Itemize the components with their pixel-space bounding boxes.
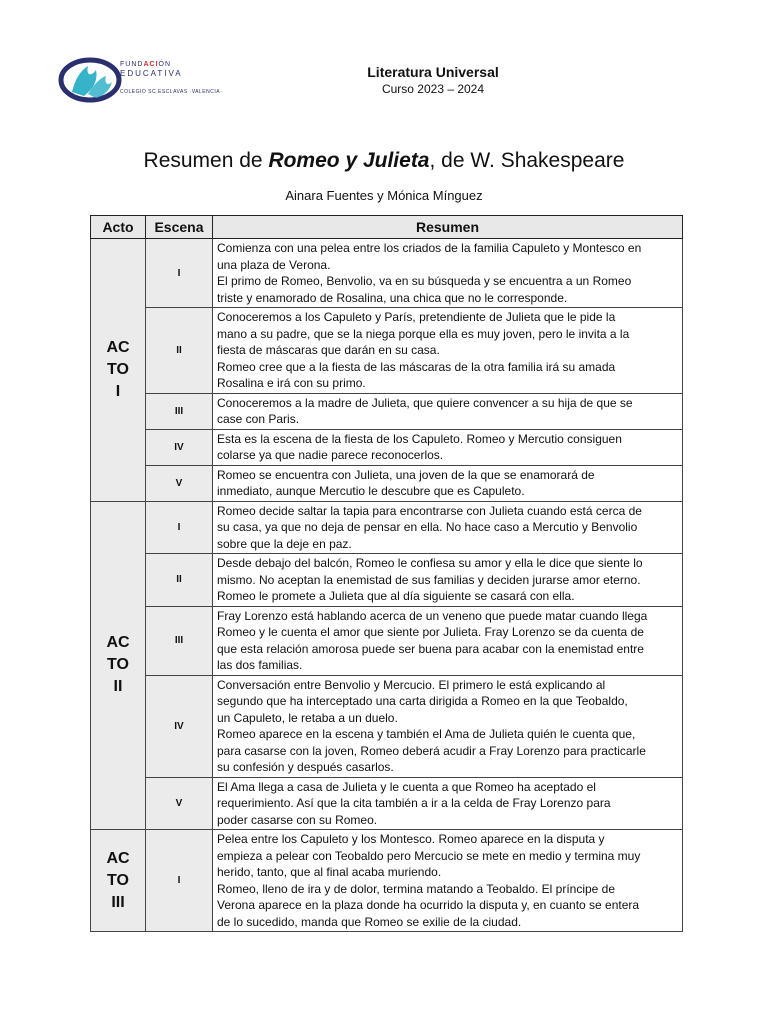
logo-line1-post: ÓN <box>158 61 172 68</box>
summary-line: inmediato, aunque Mercutio le descubre que es Capuleto. <box>217 484 525 498</box>
logo-line1-pre: FUND <box>120 61 144 68</box>
scene-number: I <box>146 830 213 932</box>
summary-line: case con Paris. <box>217 412 300 426</box>
title-pre: Resumen de <box>143 149 269 172</box>
scene-number: I <box>146 239 213 308</box>
summary-line: triste y enamorado de Rosalina, una chica que no le corresponde. <box>217 290 568 305</box>
logo-line1-accent: ACI <box>143 61 159 68</box>
scene-summary <box>213 501 683 554</box>
act-label-line: AC <box>106 338 130 356</box>
scene-summary <box>213 465 683 501</box>
summary-line: Romeo decide saltar la tapia para encontrarse con Julieta cuando está cerca de <box>217 503 642 518</box>
table-row <box>91 777 683 830</box>
summary-line: un Capuleto, le retaba a un duelo. <box>217 710 398 725</box>
summary-line: Conoceremos a los Capuleto y París, pretendiente de Julieta que le pide la <box>217 310 616 324</box>
subject-title: Literatura Universal <box>367 64 499 80</box>
summary-line: poder casarse con su Romeo. <box>217 812 378 827</box>
table-row <box>91 465 683 501</box>
summary-line: que esta relación amorosa puede ser buena para acabar con la enemistad entre <box>217 641 644 656</box>
scene-number: IV <box>146 429 213 465</box>
summary-line: requerimiento. Así que la cita también a ir a la celda de Fray Lorenzo para <box>217 796 611 810</box>
summary-line: Rosalina e irá con su primo. <box>217 376 366 390</box>
scene-summary <box>213 554 683 607</box>
summary-line: Fray Lorenzo está hablando acerca de un veneno que puede matar cuando llega <box>217 608 648 623</box>
scene-summary <box>213 675 683 777</box>
summary-line: El Ama llega a casa de Julieta y le cuenta a que Romeo ha aceptado el <box>217 779 596 794</box>
act-label <box>91 830 146 932</box>
summary-table <box>90 215 683 932</box>
table-row <box>91 239 683 308</box>
act-label <box>91 239 146 502</box>
scene-number: II <box>146 308 213 394</box>
header-acto: Acto <box>91 216 146 239</box>
table-row <box>91 830 683 932</box>
scene-summary <box>213 239 683 308</box>
table-row <box>91 429 683 465</box>
summary-line: sobre que la deje en paz. <box>217 536 352 551</box>
course-year: Curso 2023 – 2024 <box>381 82 485 96</box>
act-label <box>91 501 146 830</box>
scene-number: IV <box>146 675 213 777</box>
scene-number: II <box>146 554 213 607</box>
summary-line: fiesta de máscaras que darán en su casa. <box>217 343 440 357</box>
table-row <box>91 393 683 429</box>
document-header <box>338 64 528 96</box>
summary-line: Romeo aparece en la escena y también el Ama de Julieta quién le cuenta que, <box>217 727 636 741</box>
summary-line: Romeo se encuentra con Julieta, una joven de la que se enamorará de <box>217 467 595 482</box>
act-label-line: AC <box>106 634 130 652</box>
act-label-line: TO <box>107 656 129 674</box>
act-label-line: TO <box>107 360 129 378</box>
summary-line: de lo sucedido, manda que Romeo se exilie de la ciudad. <box>217 914 522 929</box>
act-label-line: AC <box>106 849 130 867</box>
scene-number: III <box>146 393 213 429</box>
summary-line: Romeo le promete a Julieta que al día siguiente se casará con ella. <box>217 589 575 603</box>
summary-line: Conversación entre Benvolio y Mercucio. El primero le está explicando al <box>217 677 606 692</box>
summary-line: mismo. No aceptan la enemistad de sus familias y deciden jurarse amor eterno. <box>217 572 641 587</box>
summary-line: Comienza con una pelea entre los criados de la familia Capuleto y Montesco en <box>217 241 642 255</box>
table-row <box>91 554 683 607</box>
scene-summary <box>213 606 683 675</box>
table-header-row <box>91 216 683 239</box>
summary-line: Romeo, lleno de ira y de dolor, termina matando a Teobaldo. El príncipe de <box>217 881 616 896</box>
summary-line: Esta es la escena de la fiesta de los Capuleto. Romeo y Mercutio consiguen <box>217 431 622 446</box>
header-escena: Escena <box>146 216 213 239</box>
table-row <box>91 606 683 675</box>
summary-line: Desde debajo del balcón, Romeo le confiesa su amor y ella le dice que siente lo <box>217 556 643 570</box>
summary-line: empieza a pelear con Teobaldo pero Mercucio se mete en medio y termina muy <box>217 848 641 863</box>
summary-line: segundo que ha interceptado una carta dirigida a Romeo en la que Teobaldo, <box>217 694 628 708</box>
scene-summary <box>213 429 683 465</box>
header-resumen: Resumen <box>213 216 683 239</box>
scene-summary <box>213 393 683 429</box>
scene-summary <box>213 308 683 394</box>
act-label-line: III <box>111 893 125 911</box>
table-row <box>91 675 683 777</box>
summary-line: su confesión y después casarlos. <box>217 760 394 774</box>
summary-line: una plaza de Verona. <box>217 257 331 272</box>
summary-line: colarse ya que nadie parece reconocerlos. <box>217 448 444 462</box>
scene-number: V <box>146 465 213 501</box>
summary-line: su casa, ya que no deja de pensar en ella. No hace caso a Mercutio y Benvolio <box>217 520 638 534</box>
logo-line2: EDUCATIVA <box>120 69 183 78</box>
summary-line: herido, tanto, que al final acaba muriendo. <box>217 865 442 879</box>
logo-line3: COLEGIO SC ESCLAVAS ·VALENCIA· <box>120 89 223 95</box>
summary-line: Conoceremos a la madre de Julieta, que quiere convencer a su hija de que se <box>217 395 633 410</box>
scene-summary <box>213 830 683 932</box>
scene-number: I <box>146 501 213 554</box>
logo-wordmark <box>120 60 222 97</box>
summary-line: para casarse con la joven, Romeo deberá acudir a Fray Lorenzo para practicarle <box>217 743 646 758</box>
act-label-line: TO <box>107 871 129 889</box>
summary-line: Romeo cree que a la fiesta de las máscaras de la otra familia irá su amada <box>217 359 616 374</box>
authors: Ainara Fuentes y Mónica Mínguez <box>285 188 483 203</box>
table-row <box>91 501 683 554</box>
summary-line: Verona aparece en la plaza donde ha ocurrido la disputa y, en cuanto se entera <box>217 898 640 912</box>
summary-line: mano a su padre, que se la niega porque ella es muy joven, pero le invita a la <box>217 326 630 341</box>
title-post: , de W. Shakespeare <box>429 149 625 172</box>
scene-summary <box>213 777 683 830</box>
scene-number: V <box>146 777 213 830</box>
summary-line: las dos familias. <box>217 658 303 672</box>
act-label-line: I <box>115 382 121 400</box>
page-title <box>0 149 768 173</box>
summary-line: Pelea entre los Capuleto y los Montesco. Romeo aparece en la disputa y <box>217 832 605 846</box>
summary-line: Romeo y le cuenta el amor que siente por Julieta. Fray Lorenzo se da cuenta de <box>217 625 644 639</box>
table-row <box>91 308 683 394</box>
summary-line: El primo de Romeo, Benvolio, va en su búsqueda y se encuentra a un Romeo <box>217 274 632 288</box>
act-label-line: II <box>113 678 123 696</box>
scene-number: III <box>146 606 213 675</box>
title-work: Romeo y Julieta <box>268 149 430 172</box>
